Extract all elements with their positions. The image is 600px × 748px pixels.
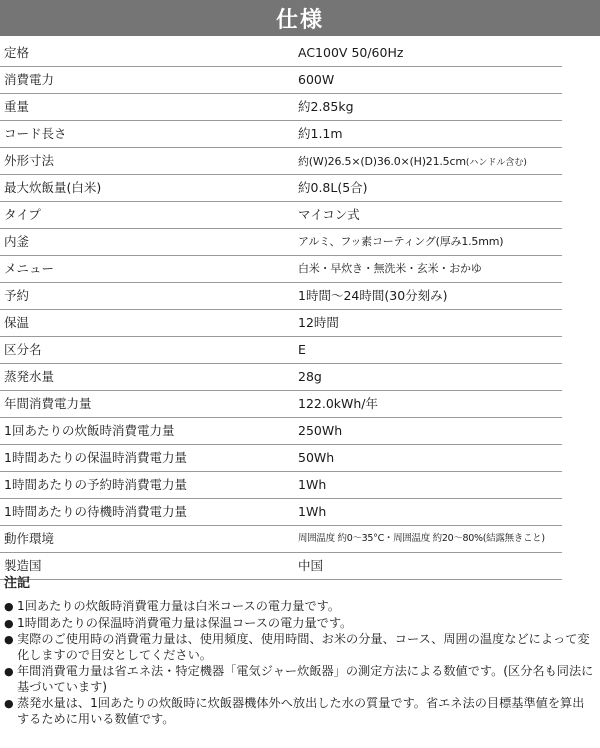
note-item [4, 696, 596, 727]
spec-label: 内釜 [4, 234, 30, 249]
spec-row [0, 310, 562, 337]
spec-value: 約0.8L(5合) [298, 180, 368, 195]
spec-label: タイプ [4, 207, 41, 222]
spec-label: 保温 [4, 315, 30, 330]
spec-label: 1時間あたりの予約時消費電力量 [4, 477, 187, 492]
note-text: 年間消費電力量は省エネ法・特定機器「電気ジャー炊飯器」の測定方法による数値です。(区分名も同法に基づいています) [17, 664, 594, 694]
spec-value: E [298, 342, 306, 357]
spec-row [0, 445, 562, 472]
notes-title: 注記 [4, 576, 31, 591]
bullet-icon: ● [4, 665, 14, 678]
spec-value: 約2.85kg [298, 99, 354, 114]
spec-label: 区分名 [4, 342, 42, 357]
spec-row [0, 67, 562, 94]
spec-label: 消費電力 [4, 72, 55, 87]
spec-label: コード長さ [4, 126, 67, 141]
spec-row [0, 202, 562, 229]
spec-value: 白米・早炊き・無洗米・玄米・おかゆ [298, 262, 482, 275]
spec-value: 28g [298, 369, 322, 384]
note-item [4, 599, 596, 615]
spec-value: 12時間 [298, 315, 339, 330]
note-item [4, 632, 596, 663]
spec-label: 予約 [4, 288, 30, 303]
spec-row [0, 40, 562, 67]
spec-value: 周囲温度 約0〜35°C・周囲温度 約20〜80%(結露無きこと) [298, 533, 545, 544]
spec-value: 50Wh [298, 450, 335, 465]
spec-table [0, 40, 562, 580]
notes-section [4, 572, 596, 728]
page-title-bar [0, 0, 600, 36]
spec-value: 中国 [298, 558, 324, 573]
spec-label: 年間消費電力量 [4, 396, 92, 411]
spec-row [0, 526, 562, 553]
spec-label: 外形寸法 [4, 153, 55, 168]
spec-value: 600W [298, 72, 335, 87]
bullet-icon: ● [4, 600, 14, 613]
spec-label: 1時間あたりの待機時消費電力量 [4, 504, 187, 519]
note-item [4, 616, 596, 632]
page-title: 仕様 [275, 7, 324, 33]
spec-row [0, 472, 562, 499]
spec-label: メニュー [4, 261, 55, 276]
bullet-icon: ● [4, 633, 14, 646]
spec-value: 約1.1m [298, 126, 343, 141]
spec-value [298, 148, 527, 176]
spec-label: 1時間あたりの保温時消費電力量 [4, 450, 187, 465]
spec-row [0, 256, 562, 283]
spec-row [0, 391, 562, 418]
spec-row [0, 283, 562, 310]
spec-label: 動作環境 [4, 531, 55, 546]
spec-value: AC100V 50/60Hz [298, 45, 404, 60]
spec-value: 250Wh [298, 423, 343, 438]
dimensions-note: (ハンドル含む) [465, 158, 527, 168]
spec-label: 製造国 [4, 558, 42, 573]
bullet-icon: ● [4, 697, 14, 710]
spec-label: 最大炊飯量(白米) [4, 180, 102, 195]
spec-value: 1Wh [298, 504, 327, 519]
note-item [4, 664, 596, 695]
spec-row [0, 229, 562, 256]
spec-value: マイコン式 [298, 207, 360, 222]
bullet-icon: ● [4, 616, 14, 630]
spec-row [0, 499, 562, 526]
spec-label: 重量 [4, 99, 30, 114]
spec-value: アルミ、フッ素コーティング(厚み1.5mm) [298, 235, 504, 248]
spec-row [0, 175, 562, 202]
note-text: 1回あたりの炊飯時消費電力量は白米コースの電力量です。 [17, 599, 341, 613]
spec-row [0, 148, 562, 175]
note-text: 1時間あたりの保温時消費電力量は保温コースの電力量です。 [17, 615, 353, 630]
spec-row [0, 121, 562, 148]
spec-value: 1Wh [298, 477, 327, 492]
dimensions-value: 約(W)26.5×(D)36.0×(H)21.5cm [298, 155, 466, 168]
spec-row [0, 337, 562, 364]
spec-label: 定格 [4, 45, 30, 60]
note-text: 実際のご使用時の消費電力量は、使用頻度、使用時間、お米の分量、コース、周囲の温度などによって変化しますので目安としてください。 [17, 632, 590, 662]
spec-row [0, 94, 562, 121]
spec-row [0, 364, 562, 391]
spec-value: 1時間〜24時間(30分刻み) [298, 288, 448, 303]
spec-value: 122.0kWh/年 [298, 396, 379, 411]
spec-row [0, 418, 562, 445]
spec-label: 1回あたりの炊飯時消費電力量 [4, 423, 175, 438]
note-text: 蒸発水量は、1回あたりの炊飯時に炊飯器機体外へ放出した水の質量です。省エネ法の目標基準値を算出するために用いる数値です。 [17, 696, 585, 726]
spec-label: 蒸発水量 [4, 369, 55, 384]
